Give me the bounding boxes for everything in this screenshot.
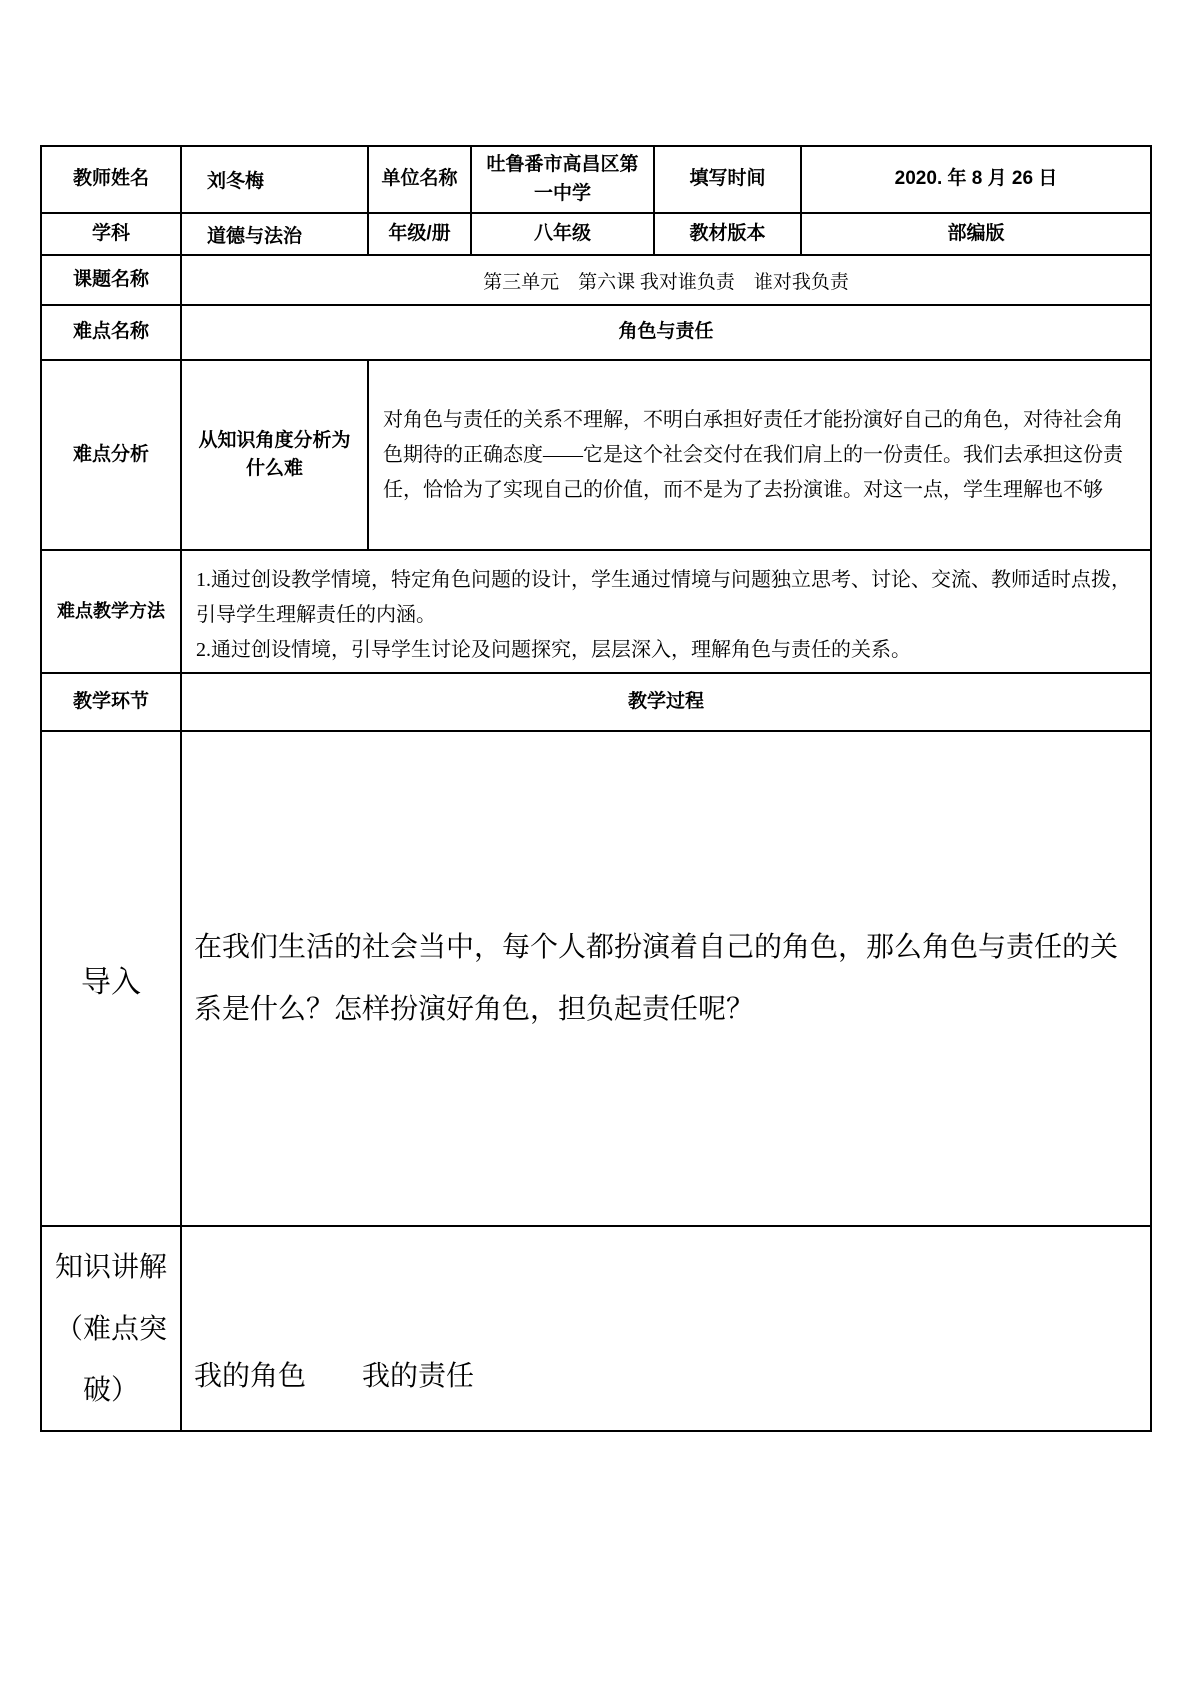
difficulty-name-label: 难点名称 (41, 305, 181, 360)
row-difficulty-name (41, 305, 1151, 360)
difficulty-name-value: 角色与责任 (181, 305, 1151, 360)
teacher-name-value: 刘冬梅 (181, 146, 368, 213)
teaching-method-line-1: 1.通过创设教学情境，特定角色问题的设计，学生通过情境与问题独立思考、讨论、交流、教师适时点拨，引导学生理解责任的内涵。 (196, 569, 1131, 626)
unit-name-value: 吐鲁番市高昌区第一中学 (471, 146, 654, 213)
unit-name-label: 单位名称 (368, 146, 471, 213)
teaching-method-line-2: 2.通过创设情境，引导学生讨论及问题探究，层层深入，理解角色与责任的关系。 (196, 639, 911, 661)
row-teacher-info (41, 146, 1151, 213)
knowledge-explanation-label: 知识讲解（难点突破） (41, 1226, 181, 1431)
introduction-text: 在我们生活的社会当中，每个人都扮演着自己的角色，那么角色与责任的关系是什么？怎样扮演好角色，担负起责任呢？ (181, 731, 1151, 1226)
row-teaching-stage (41, 673, 1151, 731)
fill-date-label: 填写时间 (654, 146, 801, 213)
edition-value: 部编版 (801, 213, 1151, 255)
grade-label: 年级/册 (368, 213, 471, 255)
topic-name-label: 课题名称 (41, 255, 181, 305)
difficulty-analysis-text: 对角色与责任的关系不理解，不明白承担好责任才能扮演好自己的角色，对待社会角色期待的正确态度——它是这个社会交付在我们肩上的一份责任。我们去承担这份责任，恰恰为了实现自己的价值，而不是为了去扮演谁。对这一点，学生理解也不够 (368, 360, 1151, 550)
difficulty-analysis-sublabel: 从知识角度分析为什么难 (181, 360, 368, 550)
teacher-name-label: 教师姓名 (41, 146, 181, 213)
row-subject-info (41, 213, 1151, 255)
lesson-plan-table (40, 145, 1152, 1432)
difficulty-analysis-label: 难点分析 (41, 360, 181, 550)
row-teaching-method (41, 550, 1151, 673)
topic-name-value: 第三单元 第六课 我对谁负责 谁对我负责 (181, 255, 1151, 305)
knowledge-explanation-text: 我的角色 我的责任 (181, 1226, 1151, 1431)
teaching-process-header: 教学过程 (181, 673, 1151, 731)
grade-value: 八年级 (471, 213, 654, 255)
edition-label: 教材版本 (654, 213, 801, 255)
lesson-plan-sheet (40, 145, 1150, 1432)
teaching-stage-label: 教学环节 (41, 673, 181, 731)
row-knowledge-explanation (41, 1226, 1151, 1431)
row-introduction (41, 731, 1151, 1226)
subject-value: 道德与法治 (181, 213, 368, 255)
row-difficulty-analysis (41, 360, 1151, 550)
introduction-label: 导入 (41, 731, 181, 1226)
fill-date-value: 2020. 年 8 月 26 日 (801, 146, 1151, 213)
row-topic-name (41, 255, 1151, 305)
subject-label: 学科 (41, 213, 181, 255)
teaching-method-label: 难点教学方法 (41, 550, 181, 673)
teaching-method-text (181, 550, 1151, 673)
